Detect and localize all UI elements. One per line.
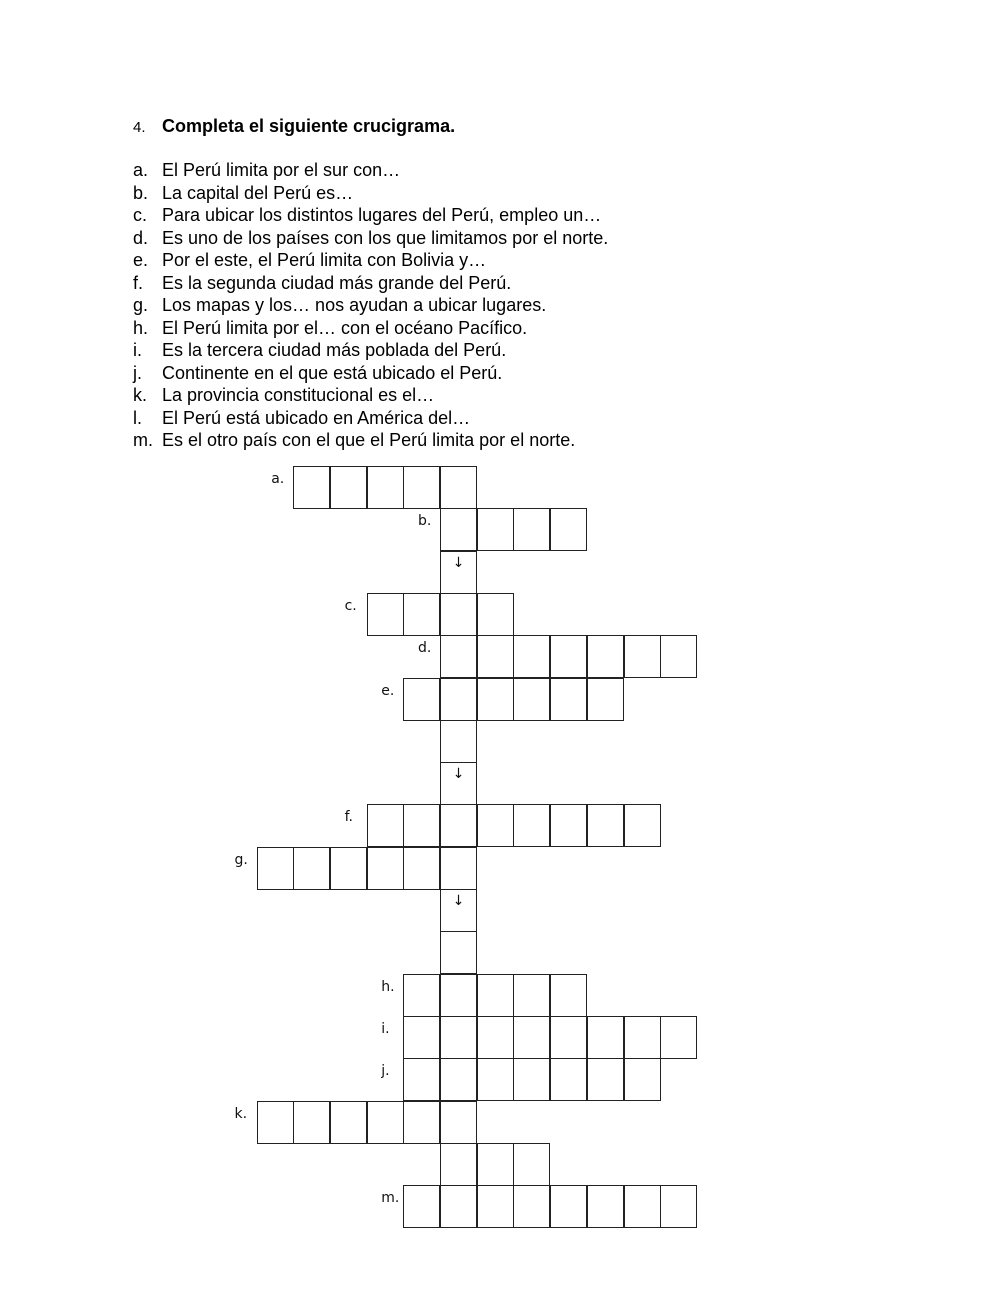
crossword-cell[interactable] [587,804,624,847]
crossword-cell[interactable] [257,1101,294,1144]
crossword-cell[interactable] [513,1016,550,1059]
crossword-cell[interactable] [440,593,477,636]
crossword-cell[interactable] [440,804,477,847]
crossword-cell[interactable] [330,1101,367,1144]
crossword-row-label: c. [344,597,357,614]
crossword-cell[interactable] [440,720,477,763]
crossword-cell[interactable] [440,635,477,678]
clue-letter: e. [133,250,149,270]
crossword-cell[interactable] [403,678,440,721]
clue-text: El Perú limita por el sur con… [162,160,401,180]
down-arrow-icon: ↓ [452,766,465,783]
crossword-cell[interactable] [587,1185,624,1228]
clue-letter: d. [133,227,149,248]
crossword-cell[interactable] [587,635,624,678]
crossword-cell[interactable] [440,466,477,509]
crossword-cell[interactable] [403,466,440,509]
crossword-cell[interactable] [440,1143,477,1186]
clue-text: La provincia constitucional es el… [162,385,435,405]
crossword-cell[interactable] [440,508,477,551]
crossword-cell[interactable] [403,974,440,1017]
crossword-cell[interactable] [477,1185,514,1228]
crossword-cell[interactable] [550,635,587,678]
crossword-cell[interactable] [367,847,404,890]
crossword-cell[interactable] [513,974,550,1017]
crossword-cell[interactable] [624,804,661,847]
clue-letter: h. [133,317,149,338]
clue-text: La capital del Perú es… [162,182,354,203]
crossword-cell[interactable] [550,508,587,551]
crossword-cell[interactable] [330,847,367,890]
crossword-cell[interactable] [440,1016,477,1059]
crossword-row-label: a. [271,471,285,487]
clue-letter: j. [133,362,142,383]
crossword-cell[interactable] [477,1016,514,1059]
crossword-cell[interactable] [477,804,514,847]
crossword-cell[interactable] [477,678,514,721]
clue-letter: g. [133,295,149,315]
crossword-cell[interactable] [624,635,661,678]
clue-text: Los mapas y los… nos ayudan a ubicar lugares. [162,295,547,315]
clue-text: Es la segunda ciudad más grande del Perú. [162,272,512,293]
down-arrow-icon: ↓ [452,893,465,909]
crossword-cell[interactable] [513,678,550,721]
crossword-row-label: g. [234,851,248,868]
clue-letter: b. [133,182,149,203]
crossword-row-label: k. [234,1105,248,1122]
crossword-cell[interactable] [477,593,514,636]
clue-text: Es la tercera ciudad más poblada del Perú. [162,340,507,360]
crossword-cell[interactable] [403,1058,440,1101]
crossword-cell[interactable] [440,931,477,974]
crossword-cell[interactable] [660,635,697,678]
crossword-cell[interactable] [513,508,550,551]
crossword-cell[interactable] [293,847,330,890]
crossword-row-label: b. [418,513,432,530]
clue-text: Continente en el que está ubicado el Perú. [162,362,503,383]
crossword-cell[interactable] [403,1101,440,1144]
crossword-cell[interactable] [330,466,367,509]
crossword-row-label: h. [381,978,395,995]
crossword-cell[interactable] [624,1185,661,1228]
crossword-row-label: m. [381,1190,400,1207]
crossword-cell[interactable] [513,1185,550,1228]
clue-text: El Perú está ubicado en América del… [162,407,471,428]
clue-letter: m. [133,430,153,450]
crossword-cell[interactable] [477,635,514,678]
crossword-cell[interactable] [550,804,587,847]
crossword-cell[interactable] [367,593,404,636]
crossword-cell[interactable] [587,1058,624,1101]
clue-text: El Perú limita por el… con el océano Pacífico. [162,317,528,338]
crossword-cell[interactable] [550,1185,587,1228]
crossword-cell[interactable] [587,678,624,721]
crossword-cell[interactable] [624,1016,661,1059]
clue-letter: k. [133,385,148,405]
crossword-cell[interactable] [477,1143,514,1186]
crossword-cell[interactable] [257,847,294,890]
clue-letter: i. [133,340,142,360]
crossword-cell[interactable] [403,593,440,636]
crossword-cell[interactable] [624,1058,661,1101]
crossword-cell[interactable] [550,1016,587,1059]
crossword-cell[interactable] [477,974,514,1017]
crossword-cell[interactable] [367,1101,404,1144]
crossword-cell[interactable] [660,1185,697,1228]
crossword-cell[interactable] [403,847,440,890]
clue-letter: c. [133,205,148,225]
crossword-cell[interactable] [367,804,404,847]
crossword-cell[interactable] [477,508,514,551]
crossword-cell[interactable] [440,974,477,1017]
crossword-cell[interactable] [513,635,550,678]
crossword-cell[interactable] [403,1016,440,1059]
clue-letter: a. [133,160,149,180]
crossword-row-label: i. [381,1020,390,1037]
crossword-cell[interactable] [440,847,477,890]
crossword-cell[interactable] [513,804,550,847]
crossword-row-label: j. [381,1063,390,1080]
crossword-cell[interactable] [513,1058,550,1101]
crossword-cell[interactable] [587,1016,624,1059]
clue-text: Es el otro país con el que el Perú limita por el norte. [162,430,576,450]
crossword-cell[interactable] [293,466,330,509]
crossword-row-label: d. [418,640,432,657]
down-arrow-icon: ↓ [452,554,465,571]
exercise-title: Completa el siguiente crucigrama. [162,116,456,136]
crossword-cell[interactable] [513,1143,550,1186]
crossword-cell[interactable] [403,1185,440,1228]
exercise-number: 4. [133,119,146,136]
crossword-cell[interactable] [550,974,587,1017]
crossword-cell[interactable] [440,1101,477,1144]
clue-text: Es uno de los países con los que limitamos por el norte. [162,227,609,248]
crossword-row-label: e. [381,682,395,699]
clue-letter: f. [133,272,144,293]
crossword-cell[interactable] [440,1185,477,1228]
crossword-cell[interactable] [550,1058,587,1101]
crossword-cell[interactable] [293,1101,330,1144]
crossword-cell[interactable] [440,678,477,721]
clue-letter: l. [133,407,142,428]
crossword-row-label: f. [344,809,353,826]
crossword-cell[interactable] [477,1058,514,1101]
clue-text: Por el este, el Perú limita con Bolivia y… [162,250,487,270]
crossword-cell[interactable] [550,678,587,721]
clue-text: Para ubicar los distintos lugares del Perú, empleo un… [162,205,602,225]
crossword-cell[interactable] [403,804,440,847]
crossword-cell[interactable] [440,1058,477,1101]
crossword-cell[interactable] [367,466,404,509]
crossword-cell[interactable] [660,1016,697,1059]
